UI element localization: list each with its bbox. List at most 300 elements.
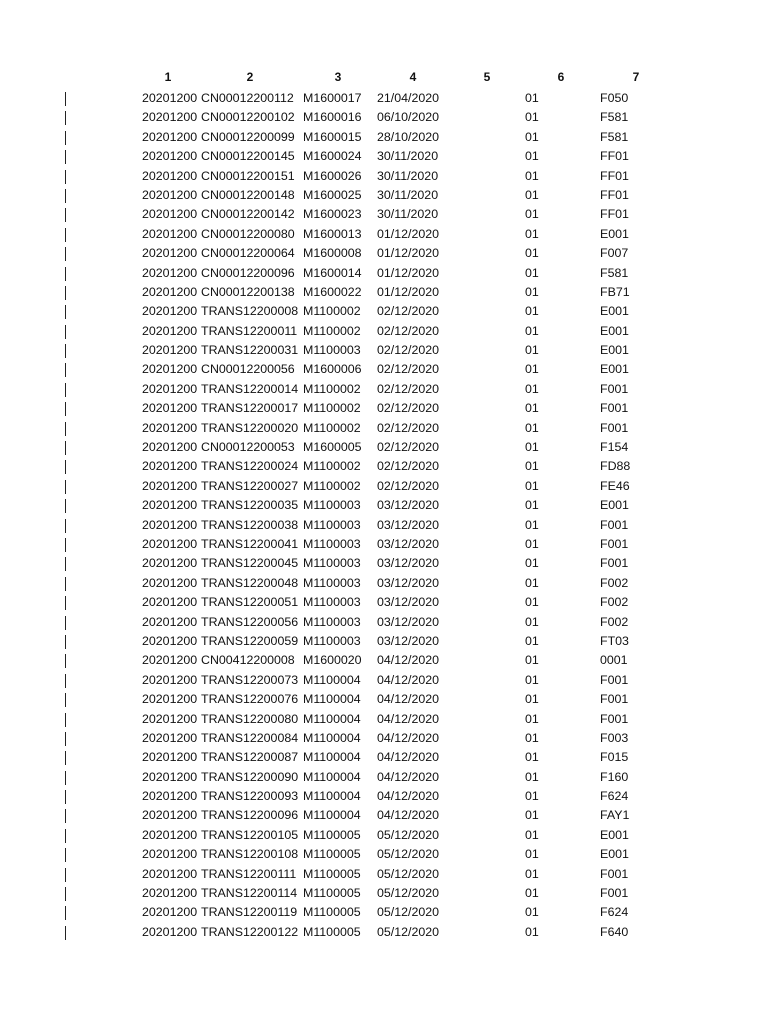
row-marker-bar — [65, 926, 66, 940]
cell-c1: 20201200 — [142, 207, 198, 222]
cell-c7: F581 — [600, 265, 629, 280]
cell-c6: 01 — [525, 595, 539, 610]
cell-c6: 01 — [525, 517, 539, 532]
table-row — [0, 419, 768, 438]
cell-c4: 30/11/2020 — [377, 207, 439, 222]
cell-c6: 01 — [525, 420, 539, 435]
cell-c1: 20201200 — [142, 614, 198, 629]
row-marker-bar — [65, 616, 66, 630]
cell-c3: M1100003 — [303, 556, 361, 571]
cell-c3: M1100004 — [303, 711, 361, 726]
cell-c6: 01 — [525, 304, 539, 319]
row-marker-bar — [65, 247, 66, 261]
row-marker-bar — [65, 460, 66, 474]
cell-c3: M1100004 — [303, 750, 361, 765]
cell-c3: M1600016 — [303, 110, 362, 125]
cell-c4: 04/12/2020 — [377, 769, 440, 784]
cell-c7: F581 — [600, 110, 629, 125]
cell-c2: TRANS12200087 — [201, 750, 299, 765]
cell-c7: FD88 — [600, 459, 631, 474]
cell-c2: TRANS12200017 — [201, 401, 299, 416]
table-row — [0, 632, 768, 651]
cell-c3: M1100003 — [303, 595, 361, 610]
cell-c2: TRANS12200020 — [201, 420, 299, 435]
table-body — [0, 89, 768, 942]
cell-c7: F001 — [600, 420, 629, 435]
cell-c2: CN00012200053 — [201, 440, 295, 455]
table-row — [0, 613, 768, 632]
cell-c7: FF01 — [600, 168, 629, 183]
row-marker-bar — [65, 305, 66, 319]
cell-c7: E001 — [600, 226, 629, 241]
cell-c7: F002 — [600, 614, 629, 629]
row-marker-bar — [65, 732, 66, 746]
cell-c4: 06/10/2020 — [377, 110, 440, 125]
cell-c7: F624 — [600, 789, 629, 804]
cell-c6: 01 — [525, 498, 539, 513]
cell-c1: 20201200 — [142, 246, 198, 261]
cell-c2: CN00012200142 — [201, 207, 295, 222]
row-marker-bar — [65, 809, 66, 823]
row-marker-bar — [65, 751, 66, 765]
cell-c4: 04/12/2020 — [377, 653, 440, 668]
cell-c6: 01 — [525, 730, 539, 745]
cell-c6: 01 — [525, 129, 539, 144]
cell-c3: M1600005 — [303, 440, 362, 455]
cell-c3: M1100005 — [303, 886, 361, 901]
cell-c2: TRANS12200122 — [201, 924, 299, 939]
cell-c3: M1100002 — [303, 420, 361, 435]
cell-c2: CN00012200151 — [201, 168, 295, 183]
cell-c7: F002 — [600, 595, 629, 610]
cell-c6: 01 — [525, 789, 539, 804]
cell-c2: TRANS12200027 — [201, 478, 299, 493]
row-marker-bar — [65, 713, 66, 727]
cell-c2: TRANS12200080 — [201, 711, 299, 726]
cell-c3: M1600014 — [303, 265, 362, 280]
cell-c6: 01 — [525, 478, 539, 493]
cell-c2: CN00012200056 — [201, 362, 295, 377]
cell-c7: F001 — [600, 866, 629, 881]
table-row — [0, 128, 768, 147]
cell-c2: TRANS12200093 — [201, 789, 299, 804]
table-row — [0, 554, 768, 573]
table-row — [0, 283, 768, 302]
cell-c1: 20201200 — [142, 595, 198, 610]
cell-c6: 01 — [525, 575, 539, 590]
cell-c1: 20201200 — [142, 556, 198, 571]
cell-c3: M1100003 — [303, 633, 361, 648]
cell-c1: 20201200 — [142, 265, 198, 280]
cell-c1: 20201200 — [142, 343, 198, 358]
table-row — [0, 322, 768, 341]
cell-c1: 20201200 — [142, 440, 198, 455]
cell-c2: TRANS12200048 — [201, 575, 299, 590]
table-row — [0, 108, 768, 127]
cell-c3: M1100002 — [303, 304, 361, 319]
cell-c6: 01 — [525, 440, 539, 455]
cell-c1: 20201200 — [142, 129, 198, 144]
cell-c6: 01 — [525, 459, 539, 474]
cell-c3: M1100005 — [303, 924, 361, 939]
cell-c2: CN00012200145 — [201, 149, 295, 164]
cell-c4: 03/12/2020 — [377, 536, 440, 551]
cell-c1: 20201200 — [142, 750, 198, 765]
cell-c1: 20201200 — [142, 149, 198, 164]
cell-c2: CN00012200112 — [201, 91, 294, 105]
row-marker-bar — [65, 208, 66, 222]
cell-c4: 30/11/2020 — [377, 168, 439, 183]
cell-c7: F007 — [600, 246, 629, 261]
row-marker-bar — [65, 557, 66, 571]
cell-c6: 01 — [525, 886, 539, 901]
cell-c6: 01 — [525, 323, 539, 338]
cell-c7: E001 — [600, 323, 629, 338]
cell-c6: 01 — [525, 692, 539, 707]
cell-c3: M1600008 — [303, 246, 362, 261]
cell-c1: 20201200 — [142, 633, 198, 648]
table-row — [0, 845, 768, 864]
column-header-4: 4 — [409, 70, 417, 84]
cell-c7: FAY1 — [600, 808, 630, 823]
cell-c6: 01 — [525, 653, 539, 668]
cell-c1: 20201200 — [142, 420, 198, 435]
cell-c4: 02/12/2020 — [377, 440, 440, 455]
row-marker-bar — [65, 441, 66, 455]
cell-c4: 02/12/2020 — [377, 459, 440, 474]
row-marker-bar — [65, 170, 66, 184]
cell-c1: 20201200 — [142, 478, 198, 493]
cell-c1: 20201200 — [142, 498, 198, 513]
cell-c4: 28/10/2020 — [377, 129, 440, 144]
table-row — [0, 768, 768, 787]
row-marker-bar — [65, 596, 66, 610]
table-row — [0, 923, 768, 942]
cell-c1: 20201200 — [142, 381, 198, 396]
table-row — [0, 671, 768, 690]
cell-c2: CN00012200148 — [201, 187, 295, 202]
column-header-5: 5 — [483, 70, 491, 84]
table-row — [0, 690, 768, 709]
cell-c1: 20201200 — [142, 692, 198, 707]
cell-c4: 05/12/2020 — [377, 866, 440, 881]
table-row — [0, 593, 768, 612]
row-marker-bar — [65, 829, 66, 843]
cell-c6: 01 — [525, 246, 539, 261]
cell-c1: 20201200 — [142, 730, 198, 745]
table-row — [0, 865, 768, 884]
cell-c3: M1100005 — [303, 866, 361, 881]
cell-c3: M1100004 — [303, 789, 361, 804]
cell-c2: TRANS12200051 — [201, 595, 299, 610]
cell-c1: 20201200 — [142, 91, 198, 105]
cell-c3: M1100002 — [303, 459, 361, 474]
table-row — [0, 748, 768, 767]
cell-c3: M1100003 — [303, 498, 361, 513]
cell-c7: E001 — [600, 362, 629, 377]
row-marker-bar — [65, 577, 66, 591]
cell-c3: M1100003 — [303, 614, 361, 629]
cell-c2: TRANS12200011 — [201, 323, 298, 338]
cell-c2: CN00012200064 — [201, 246, 295, 261]
row-marker-bar — [65, 868, 66, 882]
row-marker-bar — [65, 654, 66, 668]
cell-c1: 20201200 — [142, 536, 198, 551]
cell-c4: 04/12/2020 — [377, 672, 440, 687]
cell-c4: 02/12/2020 — [377, 381, 440, 396]
cell-c4: 21/04/2020 — [377, 91, 440, 105]
cell-c2: TRANS12200108 — [201, 847, 299, 862]
table-row — [0, 360, 768, 379]
cell-c2: TRANS12200041 — [201, 536, 299, 551]
cell-c4: 03/12/2020 — [377, 575, 440, 590]
table-row — [0, 884, 768, 903]
cell-c3: M1600006 — [303, 362, 362, 377]
cell-c4: 05/12/2020 — [377, 886, 440, 901]
cell-c1: 20201200 — [142, 808, 198, 823]
cell-c1: 20201200 — [142, 575, 198, 590]
cell-c6: 01 — [525, 827, 539, 842]
row-marker-bar — [65, 131, 66, 145]
cell-c6: 01 — [525, 265, 539, 280]
cell-c6: 01 — [525, 362, 539, 377]
table-row — [0, 302, 768, 321]
cell-c2: TRANS12200111 — [201, 866, 297, 881]
row-marker-bar — [65, 848, 66, 862]
cell-c3: M1100005 — [303, 905, 361, 920]
table-row — [0, 729, 768, 748]
table-row — [0, 574, 768, 593]
cell-c2: TRANS12200035 — [201, 498, 299, 513]
row-marker-bar — [65, 228, 66, 242]
row-marker-bar — [65, 150, 66, 164]
cell-c2: TRANS12200096 — [201, 808, 299, 823]
cell-c4: 02/12/2020 — [377, 304, 440, 319]
cell-c1: 20201200 — [142, 284, 198, 299]
table-row — [0, 710, 768, 729]
cell-c4: 05/12/2020 — [377, 924, 440, 939]
row-marker-bar — [65, 693, 66, 707]
cell-c3: M1100002 — [303, 478, 361, 493]
row-marker-bar — [65, 402, 66, 416]
cell-c7: F003 — [600, 730, 629, 745]
cell-c6: 01 — [525, 187, 539, 202]
cell-c6: 01 — [525, 711, 539, 726]
table-row — [0, 399, 768, 418]
table-row — [0, 787, 768, 806]
cell-c1: 20201200 — [142, 789, 198, 804]
cell-c2: TRANS12200008 — [201, 304, 299, 319]
row-marker-bar — [65, 480, 66, 494]
cell-c1: 20201200 — [142, 886, 198, 901]
cell-c7: FF01 — [600, 207, 629, 222]
cell-c6: 01 — [525, 672, 539, 687]
cell-c3: M1100004 — [303, 672, 361, 687]
cell-c3: M1100003 — [303, 575, 361, 590]
cell-c2: TRANS12200031 — [201, 343, 299, 358]
row-marker-bar — [65, 325, 66, 339]
cell-c2: CN00012200138 — [201, 284, 295, 299]
cell-c4: 04/12/2020 — [377, 789, 440, 804]
table-row — [0, 496, 768, 515]
cell-c1: 20201200 — [142, 905, 198, 920]
cell-c1: 20201200 — [142, 304, 198, 319]
cell-c2: CN00012200096 — [201, 265, 295, 280]
row-marker-bar — [65, 674, 66, 688]
cell-c4: 03/12/2020 — [377, 517, 440, 532]
table-row — [0, 477, 768, 496]
cell-c7: F154 — [600, 440, 629, 455]
cell-c7: FE46 — [600, 478, 630, 493]
cell-c2: CN00012200080 — [201, 226, 295, 241]
cell-c4: 03/12/2020 — [377, 556, 440, 571]
cell-c3: M1100004 — [303, 692, 361, 707]
cell-c6: 01 — [525, 556, 539, 571]
cell-c4: 04/12/2020 — [377, 692, 440, 707]
cell-c2: TRANS12200038 — [201, 517, 299, 532]
cell-c7: E001 — [600, 498, 629, 513]
cell-c4: 04/12/2020 — [377, 711, 440, 726]
cell-c6: 01 — [525, 614, 539, 629]
cell-c2: CN00012200102 — [201, 110, 295, 125]
table-row — [0, 457, 768, 476]
row-marker-bar — [65, 189, 66, 203]
cell-c7: E001 — [600, 827, 629, 842]
cell-c2: TRANS12200014 — [201, 381, 299, 396]
cell-c1: 20201200 — [142, 924, 198, 939]
table-row — [0, 651, 768, 670]
table-row — [0, 244, 768, 263]
cell-c7: FF01 — [600, 187, 629, 202]
cell-c2: TRANS12200084 — [201, 730, 299, 745]
table-row — [0, 225, 768, 244]
cell-c2: TRANS12200119 — [201, 905, 298, 920]
cell-c2: TRANS12200114 — [201, 886, 298, 901]
cell-c7: F581 — [600, 129, 629, 144]
cell-c3: M1600020 — [303, 653, 362, 668]
cell-c4: 02/12/2020 — [377, 420, 440, 435]
cell-c6: 01 — [525, 207, 539, 222]
column-header-2: 2 — [246, 70, 254, 84]
cell-c3: M1100002 — [303, 381, 361, 396]
cell-c6: 01 — [525, 924, 539, 939]
row-marker-bar — [65, 499, 66, 513]
cell-c4: 30/11/2020 — [377, 187, 439, 202]
cell-c4: 04/12/2020 — [377, 750, 440, 765]
cell-c2: TRANS12200073 — [201, 672, 299, 687]
cell-c6: 01 — [525, 401, 539, 416]
row-marker-bar — [65, 771, 66, 785]
cell-c7: F624 — [600, 905, 629, 920]
cell-c7: F160 — [600, 769, 629, 784]
cell-c6: 01 — [525, 381, 539, 396]
cell-c1: 20201200 — [142, 711, 198, 726]
cell-c4: 05/12/2020 — [377, 847, 440, 862]
cell-c1: 20201200 — [142, 323, 198, 338]
cell-c6: 01 — [525, 769, 539, 784]
cell-c1: 20201200 — [142, 110, 198, 125]
table-row — [0, 147, 768, 166]
table-row — [0, 903, 768, 922]
cell-c3: M1100003 — [303, 536, 361, 551]
cell-c6: 01 — [525, 168, 539, 183]
cell-c3: M1100004 — [303, 808, 361, 823]
cell-c2: TRANS12200045 — [201, 556, 299, 571]
cell-c3: M1600015 — [303, 129, 362, 144]
cell-c3: M1100003 — [303, 517, 361, 532]
cell-c4: 05/12/2020 — [377, 827, 440, 842]
cell-c3: M1100004 — [303, 769, 361, 784]
cell-c4: 04/12/2020 — [377, 808, 440, 823]
cell-c4: 04/12/2020 — [377, 730, 440, 745]
row-marker-bar — [65, 267, 66, 281]
column-header-3: 3 — [334, 70, 342, 84]
cell-c4: 02/12/2020 — [377, 362, 440, 377]
cell-c7: F001 — [600, 672, 629, 687]
cell-c2: CN00412200008 — [201, 653, 295, 668]
table-row — [0, 341, 768, 360]
row-marker-bar — [65, 906, 66, 920]
cell-c3: M1600025 — [303, 187, 362, 202]
table-row — [0, 167, 768, 186]
cell-c1: 20201200 — [142, 672, 198, 687]
row-marker-bar — [65, 92, 66, 106]
cell-c1: 20201200 — [142, 187, 198, 202]
row-marker-bar — [65, 383, 66, 397]
cell-c7: F001 — [600, 886, 629, 901]
cell-c7: F002 — [600, 575, 629, 590]
cell-c3: M1100004 — [303, 730, 361, 745]
cell-c3: M1600017 — [303, 91, 362, 105]
cell-c4: 05/12/2020 — [377, 905, 440, 920]
cell-c1: 20201200 — [142, 362, 198, 377]
table-row — [0, 89, 768, 108]
column-header-1: 1 — [164, 70, 172, 84]
cell-c3: M1600013 — [303, 226, 362, 241]
row-marker-bar — [65, 790, 66, 804]
cell-c1: 20201200 — [142, 847, 198, 862]
cell-c3: M1600024 — [303, 149, 362, 164]
cell-c2: TRANS12200056 — [201, 614, 299, 629]
cell-c7: F001 — [600, 517, 629, 532]
cell-c6: 01 — [525, 284, 539, 299]
cell-c2: TRANS12200090 — [201, 769, 299, 784]
cell-c7: F001 — [600, 556, 629, 571]
cell-c4: 02/12/2020 — [377, 323, 440, 338]
cell-c6: 01 — [525, 110, 539, 125]
table-row — [0, 806, 768, 825]
cell-c4: 01/12/2020 — [377, 284, 440, 299]
cell-c4: 01/12/2020 — [377, 265, 440, 280]
cell-c1: 20201200 — [142, 401, 198, 416]
cell-c7: F001 — [600, 711, 629, 726]
cell-c6: 01 — [525, 808, 539, 823]
table-row — [0, 438, 768, 457]
cell-c1: 20201200 — [142, 866, 198, 881]
cell-c7: E001 — [600, 304, 629, 319]
cell-c3: M1100002 — [303, 401, 361, 416]
cell-c4: 01/12/2020 — [377, 226, 440, 241]
cell-c6: 01 — [525, 905, 539, 920]
cell-c3: M1100005 — [303, 847, 361, 862]
row-marker-bar — [65, 887, 66, 901]
cell-c1: 20201200 — [142, 653, 198, 668]
cell-c7: E001 — [600, 847, 629, 862]
cell-c7: FB71 — [600, 284, 630, 299]
table-row — [0, 205, 768, 224]
cell-c1: 20201200 — [142, 226, 198, 241]
cell-c6: 01 — [525, 536, 539, 551]
